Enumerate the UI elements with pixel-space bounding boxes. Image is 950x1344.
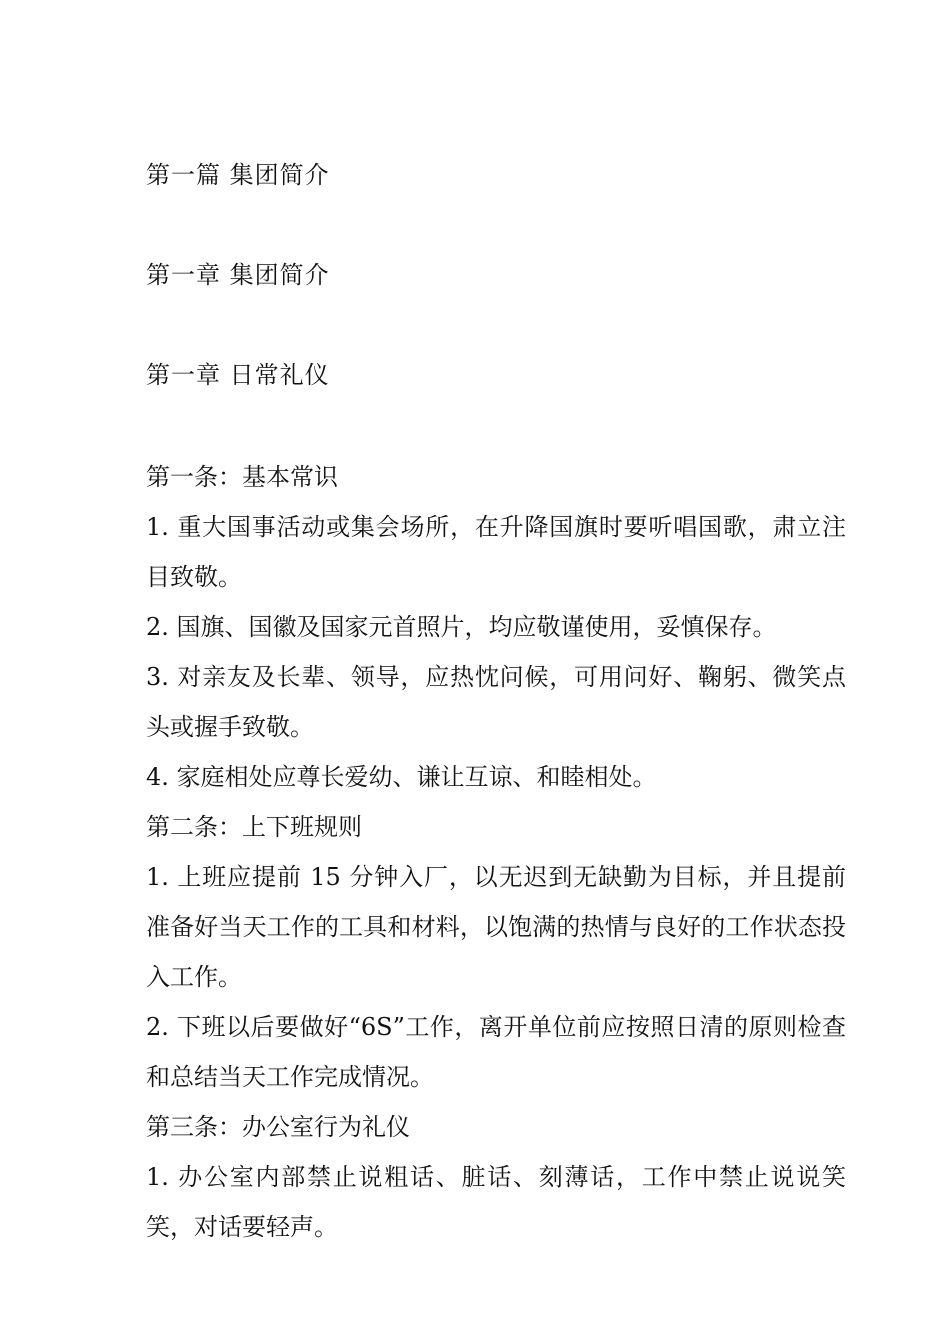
- document-body: [146, 452, 846, 1252]
- article-item: 1. 办公室内部禁止说粗话、脏话、刻薄话，工作中禁止说说笑笑，对话要轻声。: [146, 1163, 846, 1241]
- article-item: 1. 上班应提前 15 分钟入厂，以无迟到无缺勤为目标，并且提前准备好当天工作的工具和材料，以饱满的热情与良好的工作状态投入工作。: [146, 863, 846, 991]
- article-item: 2. 下班以后要做好“6S”工作，离开单位前应按照日清的原则检查和总结当天工作完成情况。: [146, 1013, 846, 1091]
- chapter-heading-intro: 第一章 集团简介: [146, 261, 330, 289]
- article-title: 第一条：基本常识: [146, 463, 338, 491]
- chapter-heading-etiquette: 第一章 日常礼仪: [146, 361, 330, 389]
- article-title: 第二条：上下班规则: [146, 813, 362, 841]
- article-item: 3. 对亲友及长辈、领导，应热忱问候，可用问好、鞠躬、微笑点头或握手致敬。: [146, 663, 846, 741]
- article-item: 1. 重大国事活动或集会场所，在升降国旗时要听唱国歌，肃立注目致敬。: [146, 513, 846, 591]
- article-item: 2. 国旗、国徽及国家元首照片，均应敬谨使用，妥慎保存。: [146, 613, 777, 641]
- part-heading: 第一篇 集团简介: [146, 161, 330, 189]
- article-title: 第三条：办公室行为礼仪: [146, 1113, 410, 1141]
- article-item: 4. 家庭相处应尊长爱幼、谦让互谅、和睦相处。: [146, 763, 657, 791]
